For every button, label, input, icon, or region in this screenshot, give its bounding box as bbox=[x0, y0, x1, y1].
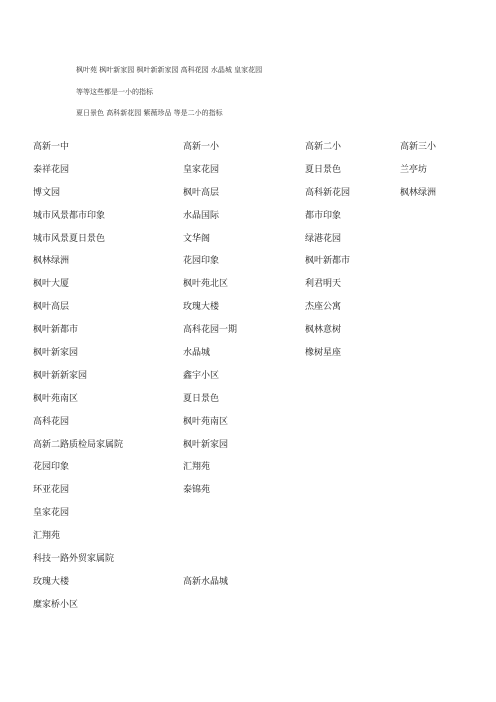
table-cell: 利君明天 bbox=[305, 279, 342, 290]
table-cell: 高科新花园 bbox=[305, 187, 351, 198]
table-cell: 文华阁 bbox=[183, 233, 211, 244]
table-cell: 都市印象 bbox=[305, 210, 342, 221]
table-cell: 泰祥花园 bbox=[33, 164, 70, 175]
table-cell: 玫瑰大楼 bbox=[33, 576, 70, 587]
table-cell: 科技一路外贸家属院 bbox=[33, 554, 115, 565]
table-row bbox=[0, 576, 496, 599]
note-line-3: 夏日景色 高科新花园 紫薇珍品 等是二小的指标 bbox=[76, 109, 223, 117]
table-row bbox=[0, 141, 496, 164]
school-district-table bbox=[0, 141, 496, 622]
table-cell: 高新三小 bbox=[400, 142, 437, 152]
table-row bbox=[0, 416, 496, 439]
table-cell: 绿港花园 bbox=[305, 233, 342, 244]
table-cell: 枫林绿洲 bbox=[400, 187, 437, 198]
table-cell: 高科花园 bbox=[33, 416, 70, 427]
table-cell: 糜家桥小区 bbox=[33, 599, 79, 610]
table-row bbox=[0, 324, 496, 347]
table-cell: 高新二小 bbox=[305, 142, 342, 152]
table-cell: 枫叶高层 bbox=[33, 302, 70, 313]
table-cell: 高新水晶城 bbox=[183, 576, 229, 587]
table-cell: 枫叶新都市 bbox=[33, 325, 79, 336]
table-row bbox=[0, 599, 496, 622]
note-line-1: 枫叶苑 枫叶新家园 枫叶新新家园 高科花园 水晶城 皇家花园 bbox=[76, 66, 263, 74]
table-cell: 鑫宇小区 bbox=[183, 370, 220, 381]
table-cell: 枫叶苑南区 bbox=[183, 416, 229, 427]
table-cell: 夏日景色 bbox=[183, 393, 220, 404]
table-cell: 高新一小 bbox=[183, 142, 220, 152]
table-cell: 枫林绿洲 bbox=[33, 256, 70, 267]
table-row bbox=[0, 233, 496, 256]
table-cell: 高新一中 bbox=[33, 142, 70, 152]
table-cell: 枫叶苑北区 bbox=[183, 279, 229, 290]
table-cell: 枫叶新家园 bbox=[183, 439, 229, 450]
table-row bbox=[0, 530, 496, 553]
table-cell: 城市风景都市印象 bbox=[33, 210, 106, 221]
table-cell: 枫叶大厦 bbox=[33, 279, 70, 290]
table-cell: 花园印象 bbox=[33, 462, 70, 473]
table-row bbox=[0, 370, 496, 393]
note-line-2: 等等这些都是一小的指标 bbox=[76, 88, 153, 96]
table-cell: 兰亭坊 bbox=[400, 164, 428, 175]
table-cell: 泰锦苑 bbox=[183, 485, 211, 496]
table-cell: 博文园 bbox=[33, 187, 61, 198]
table-row bbox=[0, 347, 496, 370]
table-cell: 枫叶苑南区 bbox=[33, 393, 79, 404]
table-row bbox=[0, 484, 496, 507]
table-cell: 环亚花园 bbox=[33, 485, 70, 496]
table-cell: 枫叶新家园 bbox=[33, 348, 79, 359]
table-cell: 枫叶新新家园 bbox=[33, 370, 88, 381]
table-cell: 水晶城 bbox=[183, 348, 211, 359]
table-row bbox=[0, 210, 496, 233]
table-cell: 夏日景色 bbox=[305, 164, 342, 175]
table-cell: 水晶国际 bbox=[183, 210, 220, 221]
table-cell: 汇翔苑 bbox=[183, 462, 211, 473]
table-row bbox=[0, 507, 496, 530]
table-cell: 汇翔苑 bbox=[33, 531, 61, 542]
table-row bbox=[0, 393, 496, 416]
table-cell: 枫林意树 bbox=[305, 325, 342, 336]
table-row bbox=[0, 553, 496, 576]
table-row bbox=[0, 461, 496, 484]
table-cell: 玫瑰大楼 bbox=[183, 302, 220, 313]
table-row bbox=[0, 278, 496, 301]
table-cell: 皇家花园 bbox=[33, 508, 70, 519]
table-cell: 花园印象 bbox=[183, 256, 220, 267]
table-cell: 城市风景夏日景色 bbox=[33, 233, 106, 244]
table-row bbox=[0, 164, 496, 187]
table-cell: 杰座公寓 bbox=[305, 302, 342, 313]
table-cell: 橡树星座 bbox=[305, 348, 342, 359]
table-cell: 高新二路质检局家属院 bbox=[33, 439, 124, 450]
table-cell: 皇家花园 bbox=[183, 164, 220, 175]
table-cell: 高科花园一期 bbox=[183, 325, 238, 336]
table-cell: 枫叶新都市 bbox=[305, 256, 351, 267]
table-row bbox=[0, 255, 496, 278]
table-cell: 枫叶高层 bbox=[183, 187, 220, 198]
table-row bbox=[0, 187, 496, 210]
table-row bbox=[0, 301, 496, 324]
table-row bbox=[0, 439, 496, 462]
